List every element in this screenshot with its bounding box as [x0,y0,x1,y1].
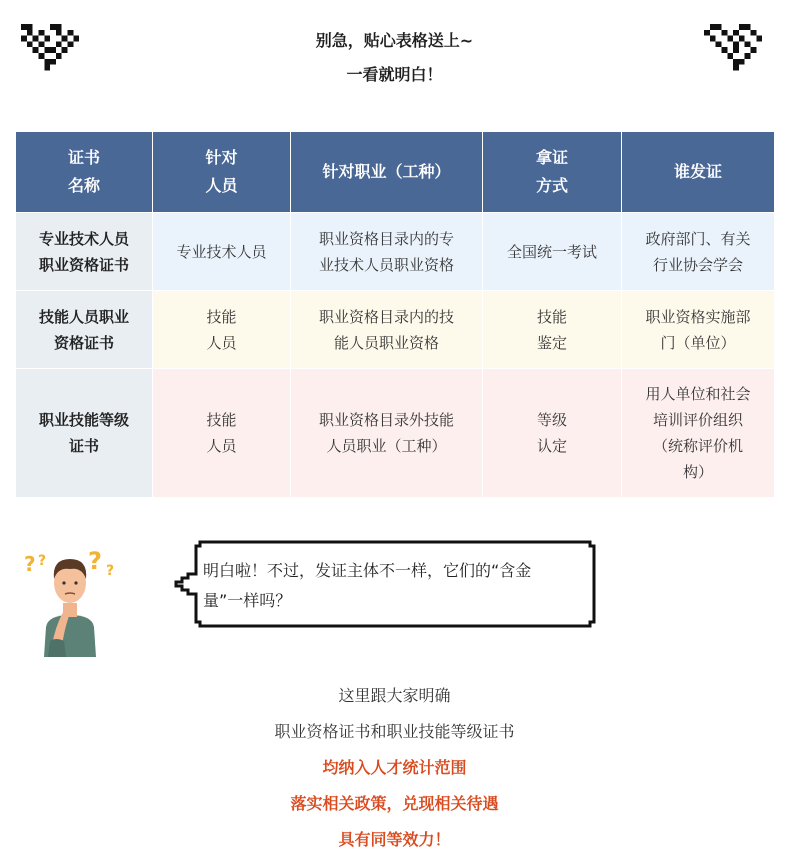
cell-method: 全国统一考试 [483,213,622,291]
header-subtitle: 一看就明白！ [346,65,443,84]
speech-bubble-text: 明白啦！不过，发证主体不一样，它们的“含金 量”一样吗？ [203,561,532,610]
column-header-occupation: 针对职业（工种） [291,132,483,213]
column-header-issuer: 谁发证 [622,132,775,213]
table-row [16,291,775,369]
table-row [16,369,775,498]
svg-text:?: ? [38,553,47,569]
closing-highlight: 具有同等效力！ [338,830,451,849]
closing-highlight: 落实相关政策，兑现相关待遇 [290,794,499,813]
cell-cert-name: 职业技能等级 证书 [16,369,153,498]
thinking-person-illustration [22,545,118,657]
cell-method: 技能 鉴定 [483,291,622,369]
cell-occupation: 职业资格目录外技能 人员职业（工种） [291,369,483,498]
cell-target: 技能 人员 [153,369,291,498]
cell-issuer: 职业资格实施部 门（单位） [622,291,775,369]
certificate-comparison-table [15,131,775,498]
header-title: 别急，贴心表格送上~ [315,31,474,50]
cell-target: 专业技术人员 [153,213,291,291]
cell-target: 技能 人员 [153,291,291,369]
closing-line: 职业资格证书和职业技能等级证书 [274,722,515,741]
svg-text:?: ? [88,547,102,575]
column-header-method: 拿证 方式 [483,132,622,213]
table-header-row [16,132,775,213]
closing-highlight: 均纳入人才统计范围 [322,758,467,777]
closing-line: 这里跟大家明确 [338,686,451,705]
cell-issuer: 用人单位和社会 培训评价组织 （统称评价机 构） [622,369,775,498]
cell-issuer: 政府部门、有关 行业协会学会 [622,213,775,291]
svg-text:?: ? [24,552,36,576]
table-row [16,213,775,291]
cell-occupation: 职业资格目录内的专 业技术人员职业资格 [291,213,483,291]
cell-method: 等级 认定 [483,369,622,498]
column-header-cert-name: 证书 名称 [16,132,153,213]
svg-text:?: ? [106,563,115,579]
column-header-target-people: 针对 人员 [153,132,291,213]
cell-cert-name: 专业技术人员 职业资格证书 [16,213,153,291]
cell-cert-name: 技能人员职业 资格证书 [16,291,153,369]
cell-occupation: 职业资格目录内的技 能人员职业资格 [291,291,483,369]
